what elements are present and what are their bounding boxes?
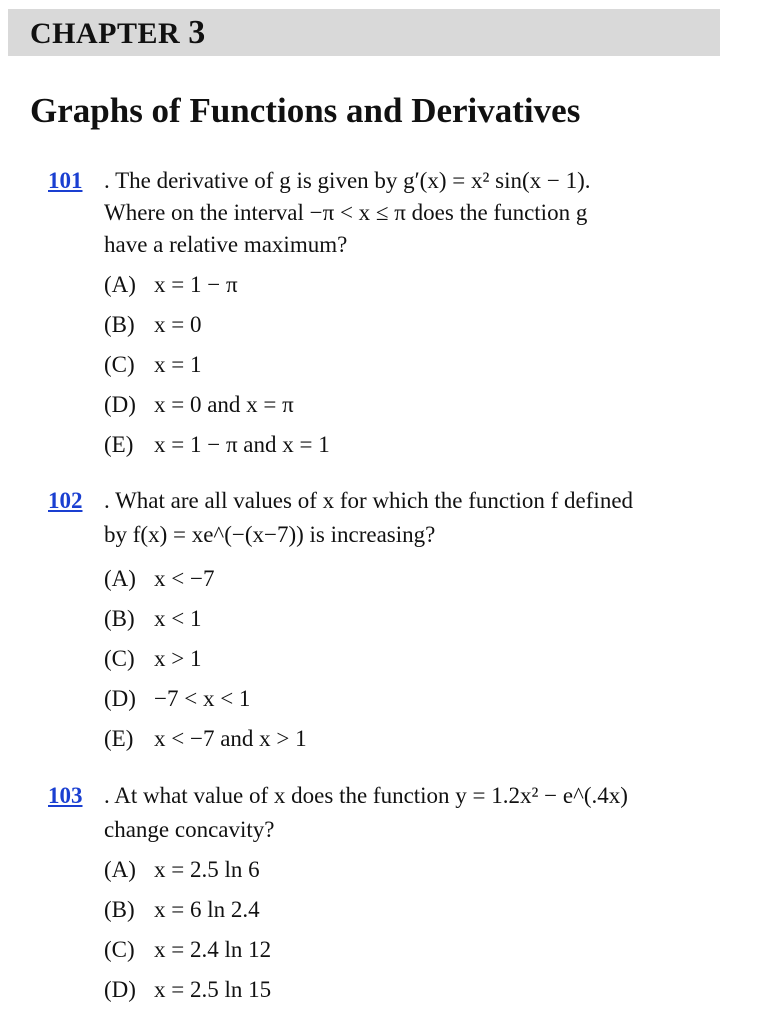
choice-text: −7 < x < 1 — [154, 686, 251, 711]
question-101-line-3: have a relative maximum? — [104, 232, 348, 257]
choice-label: (A) — [104, 566, 136, 591]
question-101-choice-d — [104, 392, 294, 418]
question-101-line-1: . The derivative of g is given by g′(x) = x² sin(x − 1). — [104, 168, 591, 193]
choice-label: (B) — [104, 312, 135, 337]
choice-label: (B) — [104, 606, 135, 631]
choice-text: x = 2.4 ln 12 — [154, 937, 272, 962]
choice-text: x = 1 − π — [154, 272, 238, 297]
choice-text: x = 2.5 ln 6 — [154, 857, 260, 882]
choice-label: (C) — [104, 937, 135, 962]
question-102-choice-c — [104, 646, 201, 672]
question-102-line-2: by f(x) = xe^(−(x−7)) is increasing? — [104, 522, 436, 547]
page-title: Graphs of Functions and Derivatives — [30, 91, 581, 130]
choice-text: x = 1 — [154, 352, 202, 377]
question-103-choice-a — [104, 857, 260, 883]
choice-label: (A) — [104, 857, 136, 882]
choice-label: (D) — [104, 392, 136, 417]
choice-label: (D) — [104, 686, 136, 711]
choice-text: x = 0 — [154, 312, 202, 337]
choice-label: (E) — [104, 432, 134, 457]
choice-label: (A) — [104, 272, 136, 297]
question-101-link[interactable]: 101 — [48, 168, 83, 193]
choice-text: x = 0 and x = π — [154, 392, 294, 417]
question-102-link[interactable]: 102 — [48, 488, 83, 513]
question-103-choice-d — [104, 977, 271, 1003]
question-103-choice-c — [104, 937, 271, 963]
question-101-choice-a — [104, 272, 238, 298]
question-103-line-1: . At what value of x does the function y = 1.2x² − e^(.4x) — [104, 783, 628, 808]
choice-label: (C) — [104, 352, 135, 377]
choice-text: x = 1 − π and x = 1 — [154, 432, 330, 457]
choice-text: x < 1 — [154, 606, 202, 631]
question-102-choice-d — [104, 686, 250, 712]
choice-label: (D) — [104, 977, 136, 1002]
choice-text: x < −7 and x > 1 — [154, 726, 307, 751]
question-103-choice-b — [104, 897, 260, 923]
choice-text: x = 6 ln 2.4 — [154, 897, 260, 922]
choice-label: (E) — [104, 726, 134, 751]
question-102-choice-b — [104, 606, 201, 632]
question-103-link[interactable]: 103 — [48, 783, 83, 808]
chapter-number: 3 — [188, 14, 206, 51]
question-101-choice-c — [104, 352, 201, 378]
chapter-heading — [30, 14, 206, 52]
choice-text: x > 1 — [154, 646, 202, 671]
question-101-line-2: Where on the interval −π < x ≤ π does the function g — [104, 200, 588, 225]
question-102-choice-a — [104, 566, 214, 592]
choice-text: x = 2.5 ln 15 — [154, 977, 272, 1002]
question-101-choice-b — [104, 312, 201, 338]
question-101-choice-e — [104, 432, 330, 458]
choice-text: x < −7 — [154, 566, 215, 591]
choice-label: (C) — [104, 646, 135, 671]
question-103-line-2: change concavity? — [104, 817, 275, 842]
question-102-line-1: . What are all values of x for which the function f defined — [104, 488, 634, 513]
chapter-label: CHAPTER — [30, 17, 181, 50]
question-102-choice-e — [104, 726, 307, 752]
choice-label: (B) — [104, 897, 135, 922]
